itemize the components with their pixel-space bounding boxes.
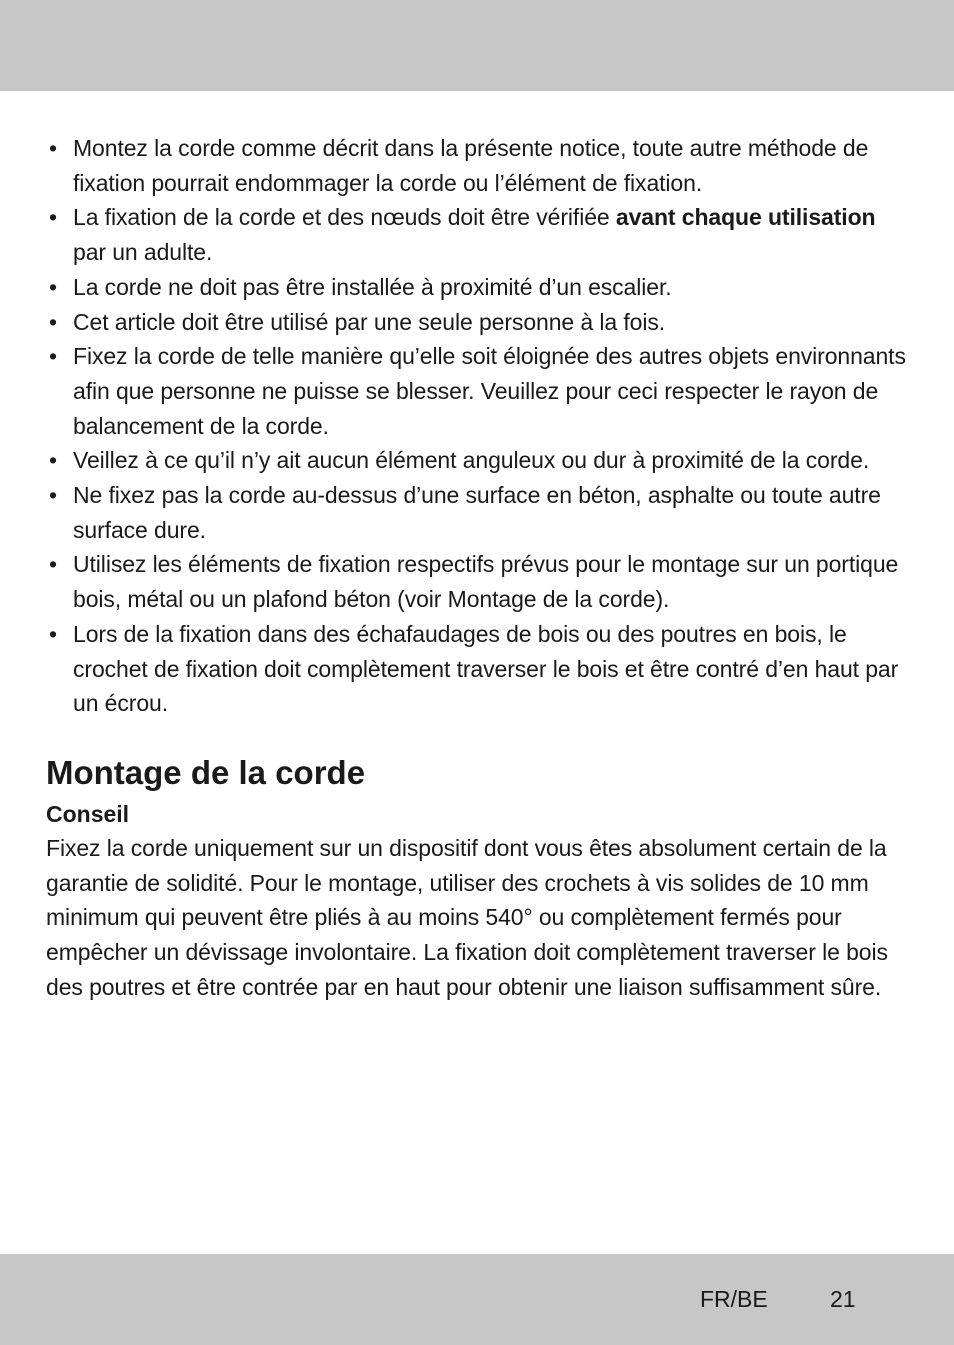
section-title: Montage de la corde: [46, 753, 366, 791]
footer-band: [0, 1254, 954, 1345]
list-item: • Lors de la fixation dans des échafaudages de bois ou des poutres en bois, le crochet de fixation doit complètement traverser le bois et être contré d’en haut par un écrou.: [46, 617, 908, 721]
list-item: • Utilisez les éléments de fixation respectifs prévus pour le montage sur un portique bois, métal ou un plafond béton (voir Montage de la corde).: [46, 547, 908, 616]
bullet-icon: •: [49, 308, 57, 335]
bullet-icon: •: [49, 135, 57, 161]
bullet-icon: •: [49, 447, 57, 474]
list-item: • Veillez à ce qu’il n’y ait aucun élément anguleux ou dur à proximité de la corde.: [46, 443, 908, 478]
list-item: • Cet article doit être utilisé par une seule personne à la fois.: [46, 305, 908, 340]
bullet-icon: •: [49, 204, 57, 231]
list-item: • Montez la corde comme décrit dans la présente notice, toute autre méthode de fixation pourrait endommager la corde ou l’élément de fixation.: [46, 131, 908, 200]
page-number: 21: [830, 1286, 856, 1312]
list-item: • Ne fixez pas la corde au-dessus d’une surface en béton, asphalte ou toute autre surface dure.: [46, 478, 908, 547]
bullet-icon: •: [49, 551, 57, 578]
header-band: [0, 0, 954, 91]
list-item: • Fixez la corde de telle manière qu’elle soit éloignée des autres objets environnants afin que personne ne puisse se blesser. Veuillez pour ceci respecter le rayon de balancement de la corde.: [46, 339, 908, 443]
emphasis: avant chaque utilisation: [615, 204, 876, 231]
bullet-icon: •: [49, 482, 57, 509]
footer-language: FR/BE: [700, 1286, 768, 1312]
bullet-icon: •: [49, 620, 57, 647]
list-item: • La fixation de la corde et des nœuds doit être vérifiée avant chaque utilisation par un adulte.: [46, 200, 908, 269]
section-subtitle: Conseil: [46, 800, 130, 827]
bullet-icon: •: [49, 343, 57, 370]
safety-list: [46, 131, 908, 721]
page-content: [46, 131, 908, 1004]
section-body: Fixez la corde uniquement sur un dispositif dont vous êtes absolument certain de la garantie de solidité. Pour le montage, utiliser des crochets à vis solides de 10 mm minimum qui peuvent être pliés à au moins 540° ou complètement fermés pour empêcher un dévissage involontaire. La fixation doit complètement traverser le bois des poutres et être contrée par en haut pour obtenir une liaison suffisamment sûre.: [46, 834, 888, 1000]
bullet-icon: •: [49, 273, 57, 300]
list-item: • La corde ne doit pas être installée à proximité d’un escalier.: [46, 270, 908, 305]
